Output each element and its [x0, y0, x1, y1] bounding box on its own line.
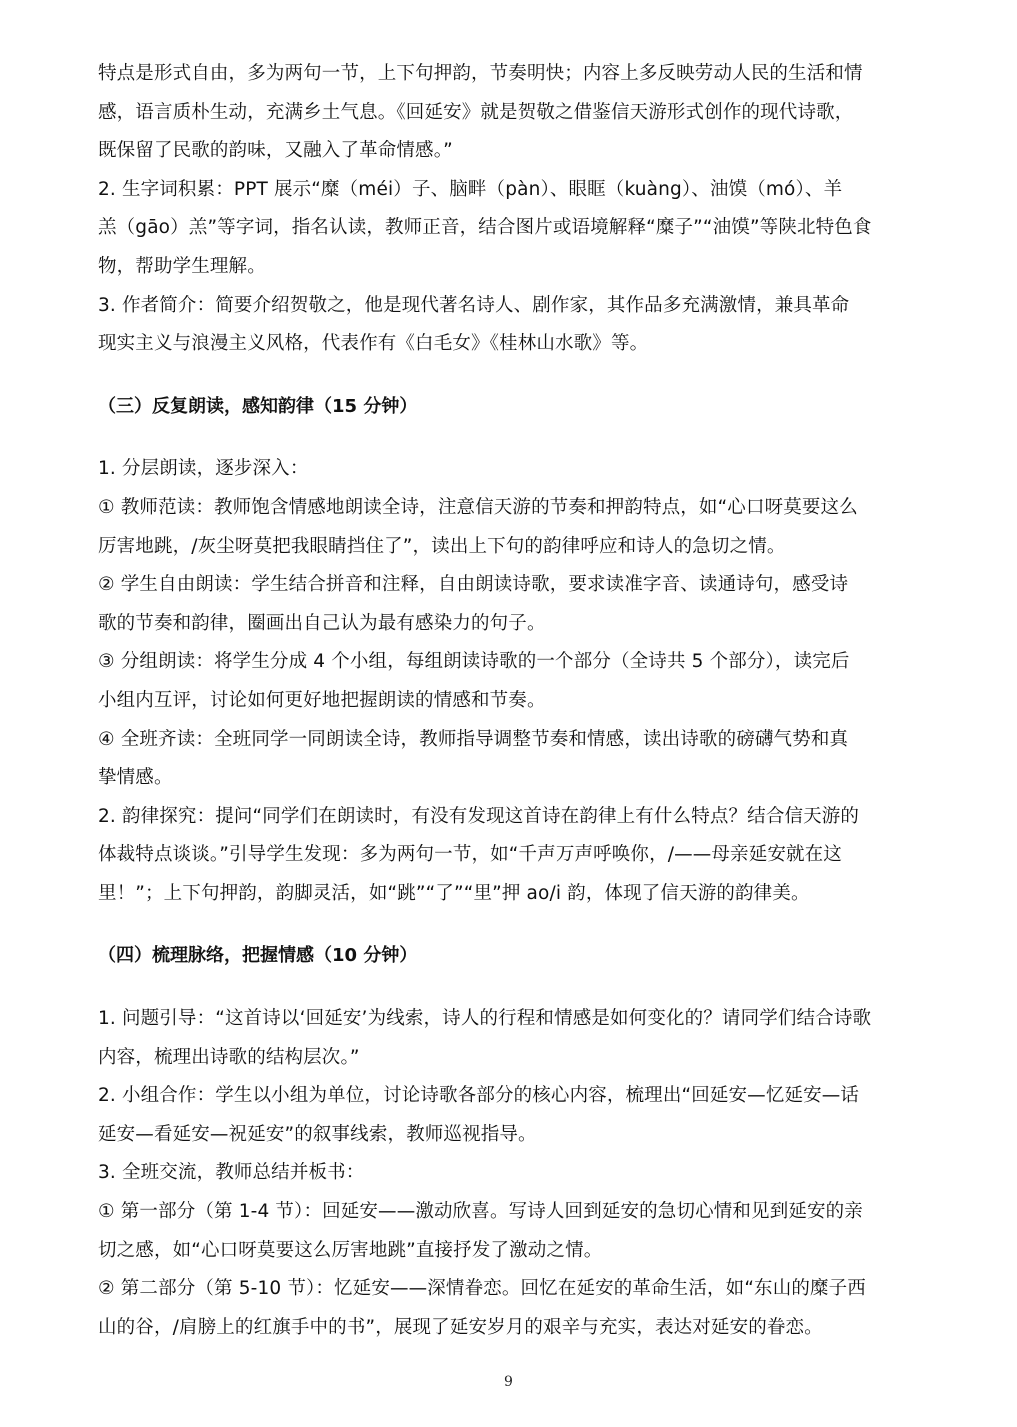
text-line: ② 第二部分（第 5-10 节）：忆延安——深情眷恋。回忆在延安的革命生活，如“东山的糜子西 [98, 1278, 866, 1300]
text-line: 物，帮助学生理解。 [98, 255, 266, 277]
text-line: 1. 分层朗读，逐步深入： [98, 458, 309, 480]
text-line: ① 教师范读：教师饱含情感地朗读全诗，注意信天游的节奏和押韵特点，如“心口呀莫要这么 [98, 496, 858, 518]
section-heading-4: （四）梳理脉络，把握情感（10 分钟） [98, 945, 418, 967]
section3-item-3 [98, 566, 928, 643]
text-line: 歌的节奏和韵律，圈画出自己认为最有感染力的句子。 [98, 612, 546, 634]
section4-item-5 [98, 1270, 928, 1347]
section4-item-1 [98, 1000, 928, 1077]
text-line: 3. 作者简介：简要介绍贺敬之，他是现代著名诗人、剧作家，其作品多充满激情，兼具革命 [98, 294, 850, 316]
text-line: 挚情感。 [98, 767, 173, 789]
text-line: 3. 全班交流，教师总结并板书： [98, 1162, 365, 1184]
intro-paragraph [98, 55, 928, 171]
text-line: 内容，梳理出诗歌的结构层次。” [98, 1046, 360, 1068]
section-heading-3: （三）反复朗读，感知韵律（15 分钟） [98, 395, 418, 417]
text-line: 切之感，如“心口呀莫要这么厉害地跳”直接抒发了激动之情。 [98, 1239, 603, 1261]
text-line: 体裁特点谈谈。”引导学生发现：多为两句一节，如“千声万声呼唤你，/——母亲延安就在这 [98, 844, 842, 866]
section4-item-4 [98, 1193, 928, 1270]
text-line: 延安—看延安—祝延安”的叙事线索，教师巡视指导。 [98, 1123, 537, 1145]
text-line: 感，语言质朴生动，充满乡土气息。《回延安》就是贺敬之借鉴信天游形式创作的现代诗歌， [98, 101, 854, 123]
author-paragraph [98, 287, 928, 364]
page-number: 9 [504, 1374, 513, 1390]
text-line: ④ 全班齐读：全班同学一同朗读全诗，教师指导调整节奏和情感，读出诗歌的磅礴气势和真 [98, 728, 849, 750]
text-line: 羔（gāo）羔”等字词，指名认读，教师正音，结合图片或语境解释“糜子”“油馍”等陕北特色食 [98, 217, 872, 239]
section3-item-5 [98, 721, 928, 798]
section4-item-3 [98, 1154, 928, 1193]
text-line: 里！”；上下句押韵，韵脚灵活，如“跳”“了”“里”押 ao/i 韵，体现了信天游的韵律美。 [98, 882, 810, 904]
text-line: 既保留了民歌的韵味，又融入了革命情感。” [98, 140, 453, 162]
section3-item-2 [98, 489, 928, 566]
section3-item-4 [98, 643, 928, 720]
text-line: 1. 问题引导：“这首诗以‘回延安’为线索，诗人的行程和情感是如何变化的？请同学们结合诗歌 [98, 1008, 872, 1030]
section3-item-1 [98, 450, 928, 489]
text-line: 2. 生字词积累：PPT 展示“糜（méi）子、脑畔（pàn）、眼眶（kuàng）、油馍（mó）、羊 [98, 178, 843, 200]
text-line: 小组内互评，讨论如何更好地把握朗读的情感和节奏。 [98, 689, 546, 711]
text-line: 现实主义与浪漫主义风格，代表作有《白毛女》《桂林山水歌》等。 [98, 333, 649, 355]
text-line: ② 学生自由朗读：学生结合拼音和注释，自由朗读诗歌，要求读准字音、读通诗句，感受诗 [98, 574, 849, 596]
text-line: 厉害地跳，/灰尘呀莫把我眼睛挡住了”，读出上下句的韵律呼应和诗人的急切之情。 [98, 535, 786, 557]
vocab-paragraph [98, 171, 928, 287]
page-content [98, 55, 928, 1347]
section3-item-6 [98, 798, 928, 914]
text-line: 2. 韵律探究：提问“同学们在朗读时，有没有发现这首诗在韵律上有什么特点？结合信天游的 [98, 805, 860, 827]
text-line: 特点是形式自由，多为两句一节，上下句押韵，节奏明快；内容上多反映劳动人民的生活和情 [98, 63, 863, 84]
section4-item-2 [98, 1077, 928, 1154]
text-line: 山的谷，/肩膀上的红旗手中的书”，展现了延安岁月的艰辛与充实，表达对延安的眷恋。 [98, 1316, 823, 1338]
text-line: ① 第一部分（第 1-4 节）：回延安——激动欣喜。写诗人回到延安的急切心情和见到延安的亲 [98, 1201, 863, 1223]
text-line: 2. 小组合作：学生以小组为单位，讨论诗歌各部分的核心内容，梳理出“回延安—忆延安—话 [98, 1085, 860, 1107]
text-line: ③ 分组朗读：将学生分成 4 个小组，每组朗读诗歌的一个部分（全诗共 5 个部分），读完后 [98, 651, 850, 673]
